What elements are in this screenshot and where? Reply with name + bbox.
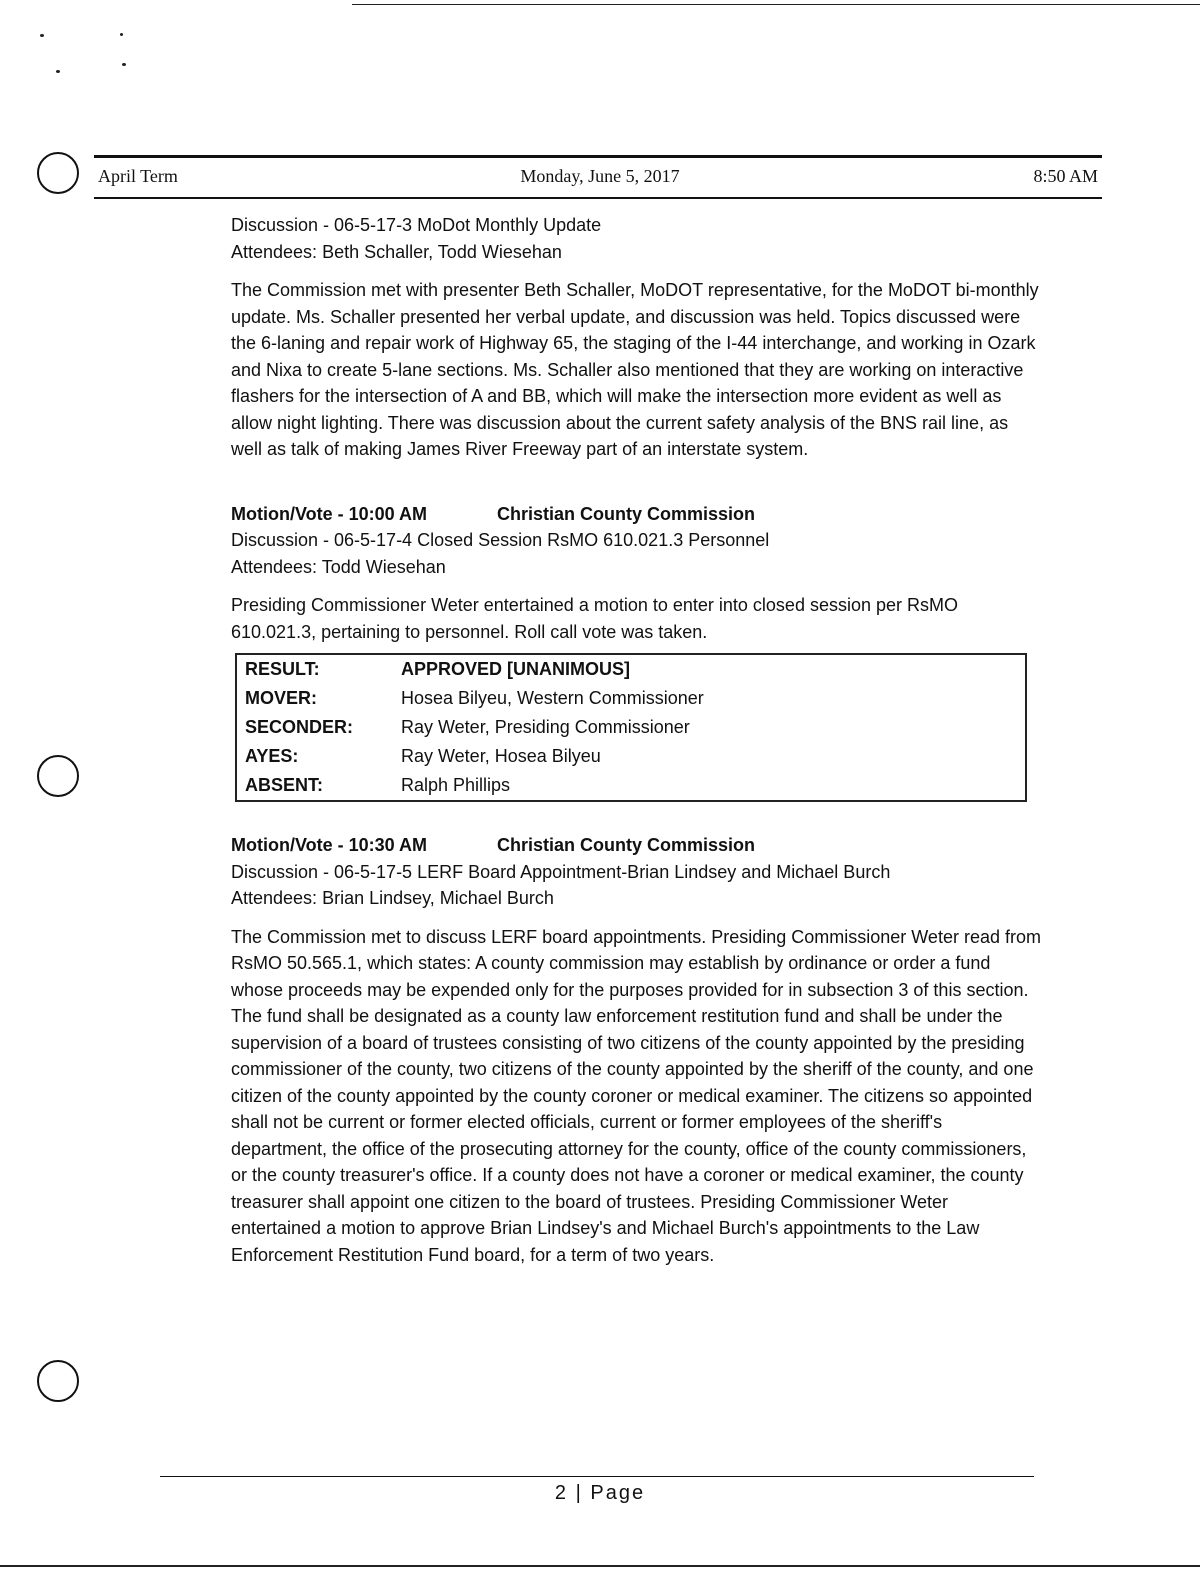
- vote-value: Ralph Phillips: [401, 775, 511, 795]
- motion-paragraph: Presiding Commissioner Weter entertained a motion to enter into closed session per RsMO 610.021.3, pertaining to personnel. Roll call vote was taken.: [231, 595, 958, 642]
- commission-name: Christian County Commission: [497, 835, 756, 855]
- attendees-line: Attendees: Brian Lindsey, Michael Burch: [231, 888, 554, 908]
- vote-result-table: [235, 653, 1027, 802]
- header-rule: [94, 197, 1102, 199]
- vote-label: AYES:: [245, 746, 299, 766]
- binder-hole-icon: [37, 1360, 79, 1402]
- discussion-title: Discussion - 06-5-17-4 Closed Session RsMO 610.021.3 Personnel: [231, 530, 770, 550]
- table-row: [236, 684, 1026, 713]
- vote-value: Hosea Bilyeu, Western Commissioner: [401, 688, 704, 708]
- motion-time: Motion/Vote - 10:30 AM: [231, 835, 428, 855]
- vote-label: ABSENT:: [245, 775, 324, 795]
- scan-page-edge-bottom: [0, 1565, 1200, 1567]
- discussion-title: Discussion - 06-5-17-5 LERF Board Appointment-Brian Lindsey and Michael Burch: [231, 861, 891, 882]
- discussion-paragraph: The Commission met with presenter Beth Schaller, MoDOT representative, for the MoDOT bi-monthly update. Ms. Schaller presented her verbal update, and discussion was held. Topics discussed were the 6-laning and repair work of Highway 65, the staging of the I-44 interchange, and working in Ozark and Nixa to create 5-lane sections. Ms. Schaller also mentioned that they are working on interactive flashers for the intersection of A and BB, which will make the intersection more evident as well as allow night lighting. There was discussion about the current safety analysis of the BNS rail line, as well as talk of making James River Freeway part of an interstate system.: [231, 280, 1039, 459]
- page-number: 2 | Page: [554, 1482, 646, 1504]
- vote-label: RESULT:: [245, 659, 320, 679]
- vote-value: Ray Weter, Hosea Bilyeu: [401, 746, 601, 766]
- table-row: [236, 771, 1026, 801]
- scan-speck: [56, 70, 60, 73]
- vote-value: APPROVED [UNANIMOUS]: [401, 659, 631, 679]
- attendees-line: Attendees: Todd Wiesehan: [231, 556, 446, 577]
- table-row: [236, 742, 1026, 771]
- footer-rule: [160, 1476, 1034, 1477]
- vote-label: MOVER:: [245, 688, 317, 708]
- meeting-time: 8:50 AM: [1033, 166, 1098, 186]
- meeting-date: Monday, June 5, 2017: [520, 166, 680, 186]
- header-rule: [94, 155, 1102, 158]
- discussion-title: Discussion - 06-5-17-3 MoDot Monthly Update: [231, 215, 602, 235]
- vote-value: Ray Weter, Presiding Commissioner: [401, 717, 690, 737]
- motion-time: Motion/Vote - 10:00 AM: [231, 503, 428, 524]
- scan-speck: [40, 34, 44, 37]
- scan-page-edge-top: [352, 4, 1200, 5]
- motion-paragraph: The Commission met to discuss LERF board appointments. Presiding Commissioner Weter read from RsMO 50.565.1, which states: A county commission may establish by ordinance or order a fund whose proceeds may be expended only for the purposes provided for in subsection 3 of this section. The fund shall be designated as a county law enforcement restitution fund and shall be under the supervision of a board of trustees consisting of two citizens of the county appointed by the presiding commissioner of the county, two citizens of the county appointed by the sheriff of the county, and one citizen of the county appointed by the county coroner or medical examiner. The citizens so appointed shall not be current or former elected officials, current or former employees of the sheriff's department, the office of the prosecuting attorney for the county, office of the county commissioners, or the county treasurer's office. If a county does not have a coroner or medical examiner, the county treasurer shall appoint one citizen to the board of trustees. Presiding Commissioner Weter entertained a motion to approve Brian Lindsey's and Michael Burch's appointments to the Law Enforcement Restitution Fund board, for a term of two years.: [231, 926, 1041, 1265]
- binder-hole-icon: [37, 755, 79, 797]
- motion-heading: [231, 501, 1041, 528]
- table-row: [236, 713, 1026, 742]
- scan-speck: [122, 63, 126, 66]
- term-label: April Term: [98, 166, 178, 186]
- minutes-body: [231, 212, 1041, 1268]
- attendees-line: Attendees: Beth Schaller, Todd Wiesehan: [231, 241, 562, 262]
- vote-label: SECONDER:: [245, 717, 354, 737]
- scan-speck: [120, 33, 123, 36]
- table-row: [236, 654, 1026, 684]
- commission-name: Christian County Commission: [497, 503, 756, 524]
- motion-heading: [231, 832, 1041, 859]
